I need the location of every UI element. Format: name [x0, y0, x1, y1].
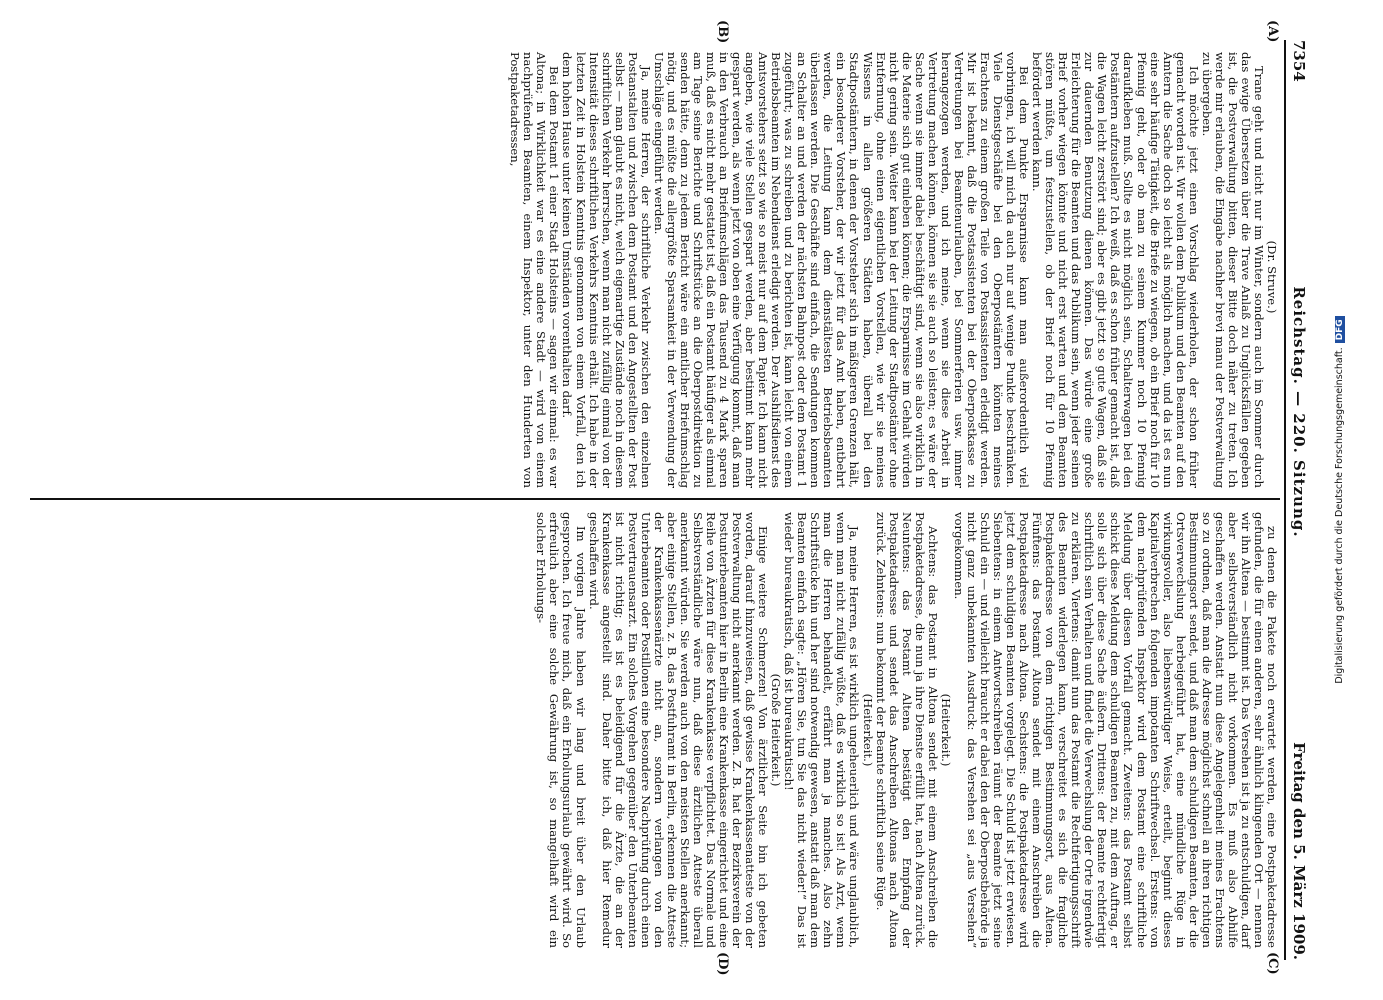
- side-note: [1334, 0, 1348, 1000]
- paragraph: Im vorigen Jahre haben wir lang und breit über den Urlaub gesprochen. Ich freue mich, daß ein Erholungsurlaub gewährt wird. So erfreulich aber eine solche Gewährung ist, so mangelhaft wird ein solcher Erholungs-: [534, 512, 588, 948]
- paragraph: Bei dem Postamt 1 einer Stadt Holsteins — sagen wir einmal: es war Altona; in Wirklichkeit war es eine andere Stadt — wird von einem nachprüfenden Beamten, einem Inspektor, unter den Hunderten von Postpaketadressen,: [508, 52, 562, 488]
- page-number: 7354: [1290, 40, 1308, 82]
- speaker-label: (Dr. Struve.): [1265, 240, 1279, 314]
- paragraph: Bei dem Punkte Ersparnisse kann man außerordentlich viel vorbringen, ich will mich da auch nur auf wenige Punkte beschränken. Viele Dienstgeschäfte bei den Oberpostämtern könnten meines Erachtens zu einem großen Teile von Postassistenten erledigt werden. Mir ist bekannt, daß die Postassistenten bei der Oberpostkasse zu Vertretungen bei Beamtenurlauben, bei Sommerferien usw. immer herangezogen werden, und ich meine, wenn sie diese Arbeit in Vertretung machen können, können sie sie auch so leisten; es wäre der Sache wenn sie immer dabei beschäftigt sind, wenn sie also wirklich in die Materie sich gut einleben können; die Ersparnisse im Gehalt würden nicht gering sein. Weiter kann bei der Leitung der Stadtpostämter ohne Entfernung, ohne einen eigentlichen Vorstellen, wie wir sie meines Wissens in allen größeren Städten haben, überall bei den Stadtpostämtern, in denen der Vorsteher sich in mäßigeren Grenzen hält, ein besonderer Vorsteher, der wir jetzt für das Amt haben, entbehrt werden, die Leitung kann dem dienstältesten Betriebsbeamten überlassen werden. Die Geschäfte sind einfach, die Sendungen kommen an Schalter an und werden der nächsten Bahnpost oder dem Postamt 1 zugeführt; was zu schreiben und zu berichten ist, kann leicht von einem Betriebsbeamten im Nebendienst erledigt werden. Der Aushilfsdienst des Amtsvorstehers setzt so wie so meist nur auf dem Papier. Ich kann nicht angeben, wie viele Stellen gespart werden, aber bestimmt kann mehr gespart werden, als wenn jetzt von oben eine Verfügung kommt, daß man in den Verbrauch an Briefumschlägen das Tausend zu 4 Mark sparen muß, daß es nicht mehr gestattet ist, daß ein Postamt häufiger als einmal am Tage seine Berichte und Schriftstücke an die Oberpostdirektion zu senden hätte, denn zu jedem Bericht wäre ein amtlicher Briefumschlag nötig, und es müßte die allergrößte Sparsamkeit in der Verwendung der Umschläge eingeführt werden.: [651, 52, 1032, 488]
- page-header: [1290, 40, 1312, 960]
- side-note-text: Digitalisierung gefördert durch die Deutsche Forschungsgemeinschaft.: [1334, 347, 1345, 684]
- left-column: [508, 52, 1278, 488]
- applause-note: (Große Heiterkeit.): [769, 673, 784, 787]
- right-column: [534, 512, 1278, 948]
- marker-b: (B): [715, 20, 730, 44]
- paragraph: Achtens: das Postamt in Altona sendet mit einem Anschreiben die Postpaketadresse, die nun ja ihre Dienste erfüllt hat, nach Altena zurück. Neuntens: das Postamt Altena bestätigt den Empfang der Postpaketadresse und sendet das Anschreiben Altonas nach Altona zurück. Zehntens: nun bekommt der Beamte schriftlich seine Rüge.: [873, 512, 940, 948]
- marker-d: (D): [715, 952, 730, 976]
- paragraph: Einige weitere Schmerzen! Von ärztlicher Seite bin ich gebeten worden, darauf hinzuweisen, daß gewisse Krankenkassenatteste von der Postverwaltung nicht anerkannt werden. Z. B. hat der Bezirksverein der Postunterbeamten hier in Berlin eine Krankenkasse eingerichtet und eine Reihe von Ärzten für diese Krankenkasse verpflichtet. Das Normale und Selbstverständliche wäre nun, daß diese ärztlichen Atteste überall anerkannt würden. Sie werden auch von den meisten Stellen anerkannt; aber einige Stellen, z. B. das Postfuhramt in Berlin, erkennen die Atteste der Krankenkassenärzte nicht an, sondern verlangen von den Unterbeamten oder Postillonen eine besondere Nachprüfung durch einen Postvertrauensarzt. Ein solches Vorgehen gegenüber den Unterbeamten ist nicht richtig; es ist es beleidigend für die Ärzte, die an der Krankenkasse angestellt sind. Daher bitte ich, daß hier Remedur geschaffen wird.: [586, 512, 771, 948]
- paragraph: Ich möchte jetzt einen Vorschlag wiederholen, der schon früher gemacht worden ist. Wir wollen dem Publikum und den Beamten auf den Ämtern die Sache doch so leicht als möglich machen, und da ist es nun eine sehr häufige Tätigkeit, die Briefe zu wiegen, ob ein Brief noch für 10 Pfennig geht, oder ob man zu seinem Kummer noch 10 Pfennig daraufkleben muß. Sollte es nicht möglich sein, Schalterwagen bei den Postämtern aufzustellen? Ich weiß, daß es schon früher gemacht ist, daß die Wagen leicht zerstört sind; aber es gibt jetzt so gute Wagen, daß sie zur dauernden Benutzung dienen können. Das würde eine große Erleichterung für die Beamten und das Publikum sein, wenn jeder seinen Brief vorher wiegen könnte und nicht erst warten und dem Beamten stören müßte, um festzustellen, ob der Brief noch für 10 Pfennig befördert werden kann.: [1030, 52, 1201, 488]
- paragraph: Trane geht und nicht nur im Winter, sondern auch im Sommer durch das ewige Übersetzen über die Trave Anlaß zu Unglücksfällen gegeben ist, die Postverwaltung bitten, dieser Bitte doch näher zu treten. Ich werde mir erlauben, die Eingabe nachher brevi manu der Postverwaltung zu übergeben.: [1199, 52, 1266, 488]
- column-divider: [30, 498, 1280, 500]
- applause-note: (Heiterkeit.): [860, 693, 875, 767]
- header-rule: [1284, 40, 1286, 960]
- applause-note: (Heiterkeit.): [938, 693, 953, 767]
- header-title: Reichstag. — 220. Sitzung.: [1290, 286, 1308, 538]
- paragraph: Ja, meine Herren, es ist wirklich ungeheuerlich und wäre unglaublich, wenn man nicht zufällig wüßte, daß es wirklich so ist! Als Arzt, wenn man die Herren behandelt, erfährt man ja manches. Also zehn Schriftstücke hin und her sind notwendig gewesen, anstatt daß man dem Beamten einfach sagte: „Hören Sie, tun Sie das nicht wieder!“ Das ist wieder bureaukratisch, daß ist bureaukratisch!: [782, 512, 862, 948]
- dfg-logo: DFG: [1335, 316, 1345, 343]
- paragraph: zu denen die Pakete noch erwartet werden, eine Postpaketadresse gefunden, die für einen anderen, sehr ähnlich klingenden Ort — nennen wir ihn Altena — bestimmt ist. Das Versehen ist ja zu entschuldigen, darf aber selbstverständlich nicht vorkommen. Es muß also Abhilfe geschaffen werden. Anstatt nun diese Angelegenheit meines Erachtens so zu ordnen, daß man die Adresse möglichst schnell an ihren richtigen Bestimmungsort sendet, und daß man dem schuldigen Beamten, der die Ortsverwechslung herbeigeführt hat, eine mündliche Rüge in wirkungsvoller, also liebenswürdiger Weise, erteilt, beginnt dieses Kapitalverbrechen folgenden impotanten Schriftwechsel. Erstens: von dem nachprüfenden Inspektor wird dem Postamt eine schriftliche Meldung über diesen Vorfall gemacht. Zweitens: das Postamt selbst schickt diese Meldung dem schuldigen Beamten zu, mit dem Auftrag, er solle sich über diese Sache äußern. Drittens: der Beamte rechtfertigt schriftlich sein Verhalten und findet die Verwechslung der Orte irgendwie zu erklären. Viertens: damit nun das Postamt die Rechtfertigungsschrift des Beamten widerlegen kann, verschreitet es sich die fragliche Postpaketadresse von dem richtigen Bestimmungsort, aus Altena. Fünftens: das Postamt Altona sendet mit einem Anschreiben die Postpaketadresse nach Altona. Sechstens: die Postpaketadresse wird jetzt dem schuldigen Beamten vorgelegt. Die Schuld ist jetzt erwiesen. Siebentens: in einem Antwortschreiben räumt der Beamte jetzt seine Schuld ein — und vielleicht braucht er dabei den der Oberpostbehörde ja nicht ganz unbekannten Ausdruck: das Versehen sei „aus Versehen“ vorgekommen.: [951, 512, 1279, 948]
- marker-c: (C): [1265, 952, 1280, 975]
- marker-a: (A): [1265, 20, 1280, 43]
- header-date: Freitag den 5. März 1909.: [1290, 742, 1308, 960]
- paragraph: Ja, meine Herren, der schriftliche Verkehr zwischen den einzelnen Postanstalten und zwischen dem Postamt und den Angestellten der Post selbst — man glaubt es nicht, welch eigenartige Zustände noch in diesem schriftlichen Verkehr herrschen, wenn man nicht zufällig einmal von der Intensität dieses schriftlichen Verkehrs Kenntnis erhält. Ich habe in der letzten Zeit in Holstein Kenntnis genommen von einem Vorfall, den ich dem hohen Hause unter keinen Umständen vorenthalten darf.: [560, 52, 653, 488]
